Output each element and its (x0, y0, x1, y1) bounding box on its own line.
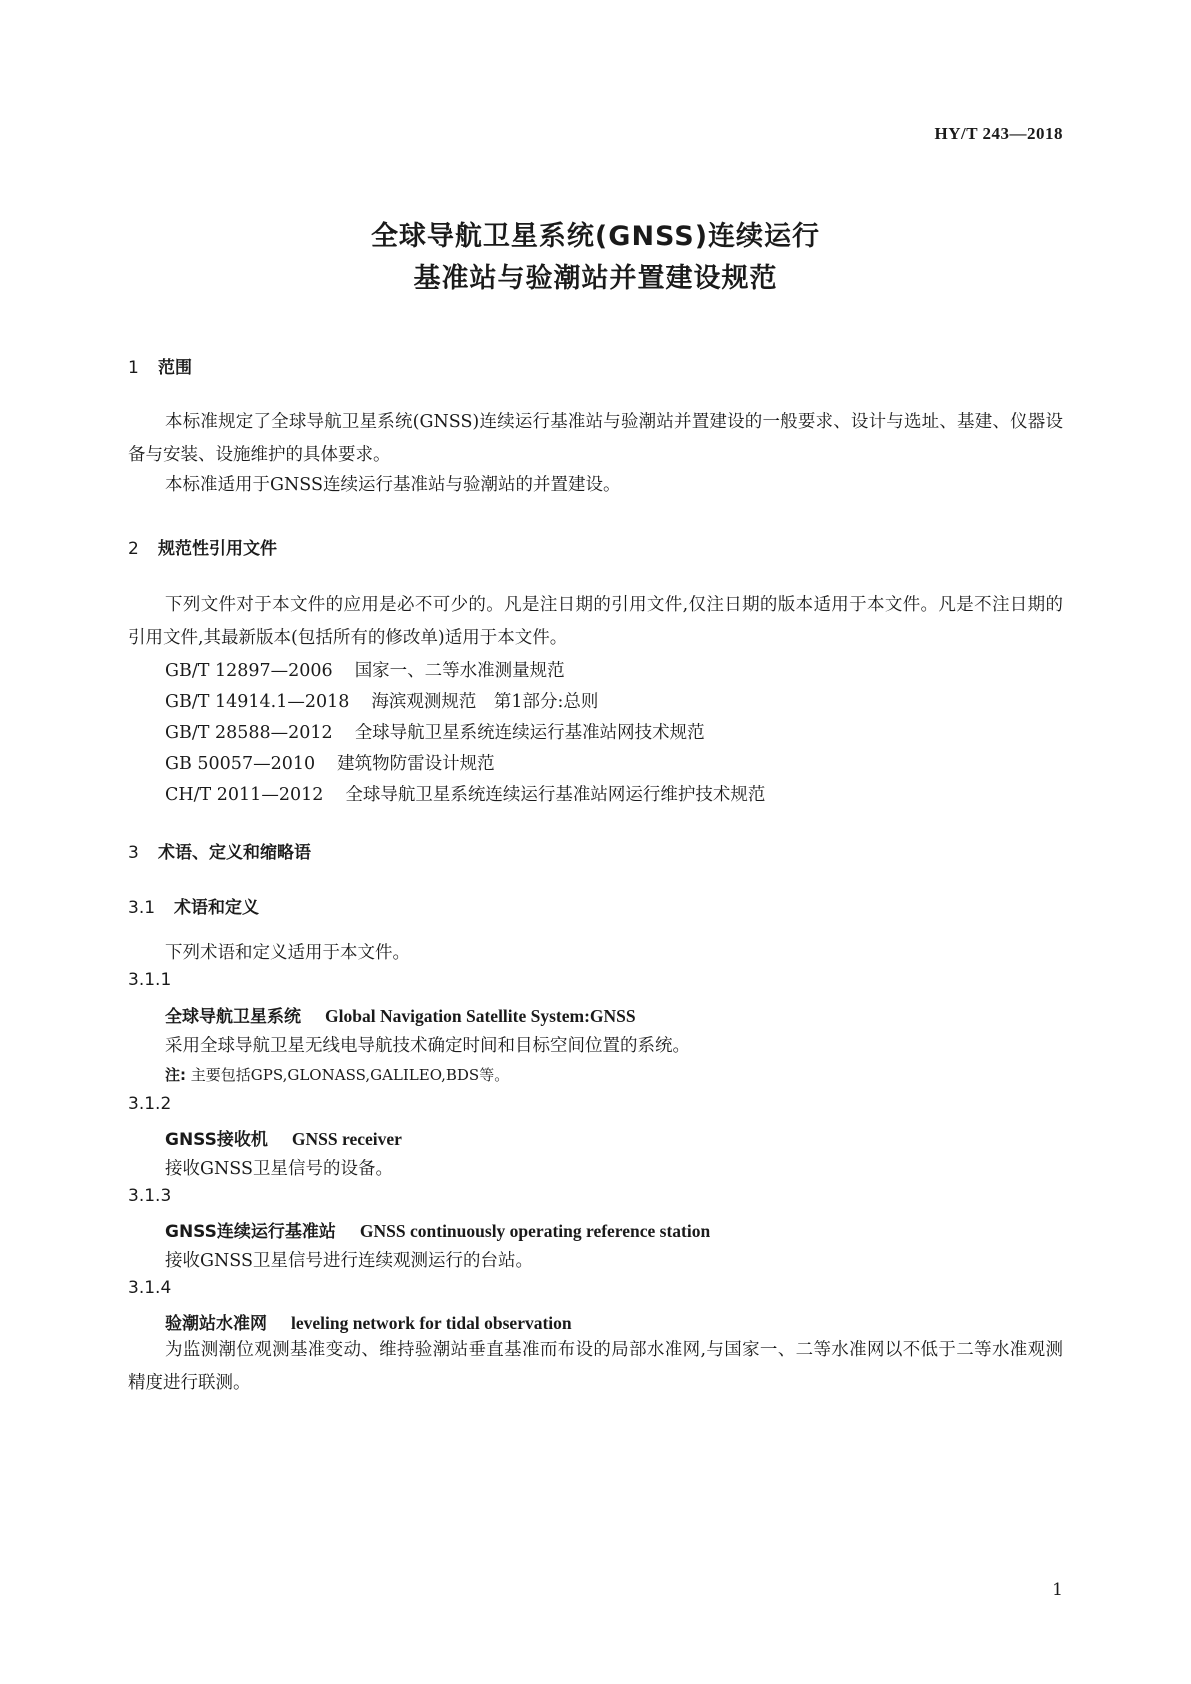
section-number: 3.1 (128, 898, 156, 918)
term-entry (165, 1125, 402, 1150)
term-en: GNSS receiver (291, 1129, 402, 1149)
term-number: 3.1.3 (128, 1186, 172, 1206)
reference-code: GB 50057—2010 (165, 754, 316, 774)
term-definition: 接收GNSS卫星信号的设备。 (165, 1159, 393, 1179)
section-number: 3 (128, 843, 139, 863)
term-entry (165, 1002, 636, 1027)
section-3-1-heading (128, 893, 259, 918)
term-entry (165, 1309, 572, 1334)
reference-item (165, 657, 565, 682)
reference-item (165, 719, 705, 744)
section-number: 1 (128, 358, 139, 378)
reference-name: 全球导航卫星系统连续运行基准站网运行维护技术规范 (345, 785, 766, 805)
term-cn: GNSS接收机 (165, 1130, 268, 1150)
section-1-paragraph-2: 本标准适用于GNSS连续运行基准站与验潮站的并置建设。 (165, 475, 621, 495)
reference-item (165, 688, 598, 713)
term-note (165, 1064, 509, 1085)
term-cn: GNSS连续运行基准站 (165, 1222, 336, 1242)
reference-name: 海滨观测规范 第1部分:总则 (371, 692, 599, 712)
term-cn: 全球导航卫星系统 (165, 1007, 301, 1027)
term-definition: 采用全球导航卫星无线电导航技术确定时间和目标空间位置的系统。 (165, 1036, 690, 1056)
section-2-paragraph-1: 下列文件对于本文件的应用是必不可少的。凡是注日期的引用文件,仅注日期的版本适用于本文件。凡是不注日期的引用文件,其最新版本(包括所有的修改单)适用于本文件。 (128, 595, 1063, 648)
section-2-heading (128, 534, 277, 559)
note-text: 主要包括GPS,GLONASS,GALILEO,BDS等。 (190, 1066, 510, 1084)
section-title: 规范性引用文件 (158, 539, 277, 559)
section-1-paragraph-1: 本标准规定了全球导航卫星系统(GNSS)连续运行基准站与验潮站并置建设的一般要求、设计与选址、基建、仪器设备与安装、设施维护的具体要求。 (128, 412, 1063, 465)
reference-name: 国家一、二等水准测量规范 (354, 661, 565, 681)
page-number: 1 (1052, 1580, 1063, 1600)
reference-code: GB/T 12897—2006 (165, 661, 333, 681)
note-label: 注: (165, 1066, 186, 1084)
reference-name: 建筑物防雷设计规范 (337, 754, 495, 774)
term-number: 3.1.4 (128, 1278, 172, 1298)
standard-code: HY/T 243—2018 (934, 124, 1063, 143)
section-title: 范围 (158, 358, 192, 378)
reference-item (165, 750, 495, 775)
section-3-1-intro: 下列术语和定义适用于本文件。 (165, 943, 410, 963)
term-number: 3.1.1 (128, 970, 172, 990)
term-definition: 为监测潮位观测基准变动、维持验潮站垂直基准而布设的局部水准网,与国家一、二等水准网以不低于二等水准观测精度进行联测。 (128, 1340, 1063, 1393)
reference-item (165, 781, 765, 806)
term-definition: 接收GNSS卫星信号进行连续观测运行的台站。 (165, 1251, 533, 1271)
term-en: Global Navigation Satellite System:GNSS (325, 1006, 636, 1026)
term-en: GNSS continuously operating reference station (359, 1221, 711, 1241)
reference-name: 全球导航卫星系统连续运行基准站网技术规范 (354, 723, 705, 743)
section-title: 术语和定义 (174, 898, 259, 918)
section-number: 2 (128, 539, 139, 559)
term-en: leveling network for tidal observation (291, 1313, 572, 1333)
document-title-line2: 基准站与验潮站并置建设规范 (413, 263, 778, 294)
term-number: 3.1.2 (128, 1094, 172, 1114)
term-cn: 验潮站水准网 (165, 1314, 267, 1334)
term-entry (165, 1217, 710, 1242)
section-title: 术语、定义和缩略语 (158, 843, 311, 863)
reference-code: GB/T 14914.1—2018 (165, 692, 350, 712)
reference-code: CH/T 2011—2012 (165, 785, 324, 805)
section-3-heading (128, 838, 311, 863)
reference-code: GB/T 28588—2012 (165, 723, 333, 743)
document-title-line1: 全球导航卫星系统(GNSS)连续运行 (370, 221, 821, 252)
section-1-heading (128, 353, 192, 378)
